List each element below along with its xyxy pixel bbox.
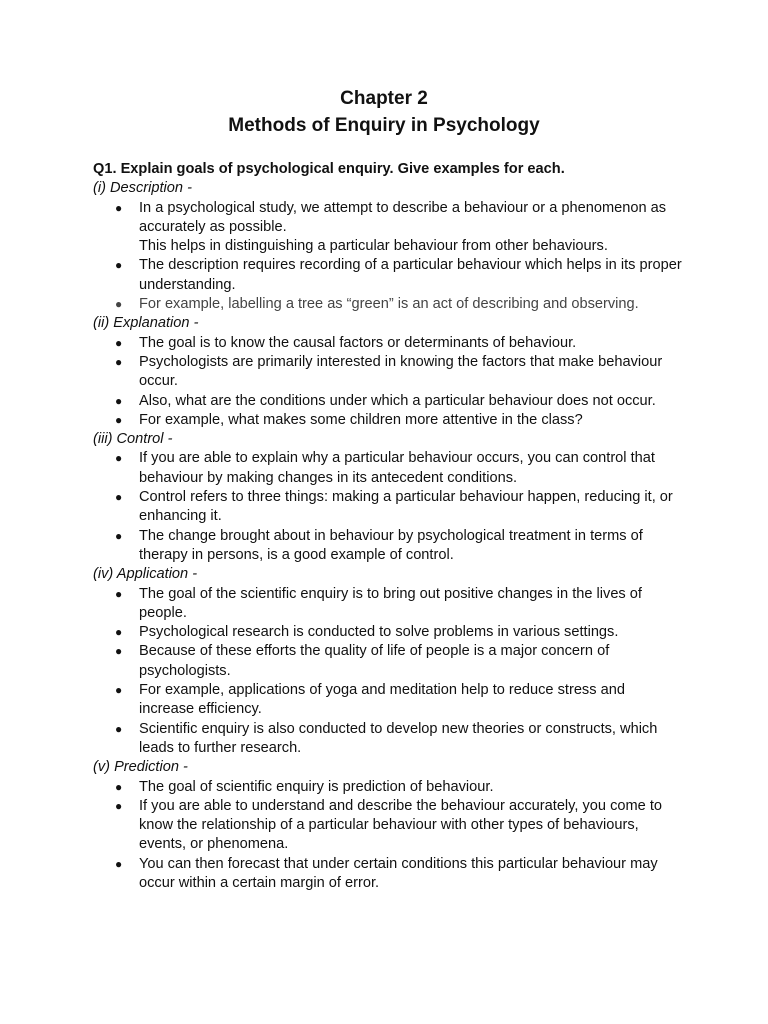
question-heading: Q1. Explain goals of psychological enquiry. Give examples for each. [93, 161, 565, 177]
chapter-title: Methods of Enquiry in Psychology [228, 115, 540, 136]
list-item: ● If you are able to understand and describe the behaviour accurately, you come to know the relationship of a particular behaviour with other types of behaviours, events, or phenomena. [115, 797, 662, 853]
section-description-heading: (i) Description - [93, 180, 192, 197]
list-item: ● The goal of scientific enquiry is prediction of behaviour. [93, 778, 683, 797]
document-body [93, 160, 683, 893]
section-application-heading: (iv) Application - [93, 566, 198, 583]
bullet-icon: ● [115, 412, 123, 427]
section-control-list [93, 449, 683, 565]
section-prediction-heading: (v) Prediction - [93, 759, 188, 776]
list-item: ● For example, applications of yoga and meditation help to reduce stress and increase efficiency. [115, 682, 625, 718]
section-control-heading: (iii) Control - [93, 431, 173, 448]
bullet-icon: ● [115, 335, 123, 350]
bullet-icon: ● [115, 297, 123, 312]
list-item: ● The change brought about in behaviour by psychological treatment in terms of therapy in persons, is a good example of control. [115, 527, 643, 563]
section-description-list [93, 199, 683, 315]
bullet-icon: ● [115, 528, 123, 543]
list-item: ● The goal of the scientific enquiry is to bring out positive changes in the lives of people. [115, 585, 642, 621]
bullet-icon: ● [115, 798, 123, 813]
chapter-number: Chapter 2 [340, 88, 428, 109]
list-item: ● In a psychological study, we attempt to describe a behaviour or a phenomenon as accurately as possible. This helps in distinguishing a particular behaviour from other behaviours. [115, 199, 667, 255]
list-item: ● Scientific enquiry is also conducted to develop new theories or constructs, which leads to further research. [115, 720, 658, 756]
bullet-icon: ● [115, 721, 123, 736]
bullet-icon: ● [115, 490, 123, 505]
section-prediction-list [93, 778, 683, 894]
section-explanation-heading: (ii) Explanation - [93, 315, 199, 332]
list-item: ● Control refers to three things: making a particular behaviour happen, reducing it, or enhancing it. [115, 489, 673, 525]
list-item: ● Psychological research is conducted to solve problems in various settings. [93, 623, 683, 642]
bullet-icon: ● [115, 856, 123, 871]
bullet-icon: ● [115, 779, 123, 794]
list-item: ● Psychologists are primarily interested in knowing the factors that make behaviour occur. [115, 353, 663, 390]
list-item: ● Also, what are the conditions under which a particular behaviour does not occur. [93, 392, 683, 411]
list-item: ● The description requires recording of a particular behaviour which helps in its proper understanding. [115, 257, 682, 293]
list-item: ● For example, what makes some children more attentive in the class? [93, 411, 683, 430]
bullet-icon: ● [115, 354, 123, 369]
bullet-icon: ● [115, 258, 123, 273]
list-item: ● The goal is to know the causal factors or determinants of behaviour. [93, 334, 683, 353]
bullet-icon: ● [115, 451, 123, 466]
bullet-icon: ● [115, 393, 123, 408]
list-item: ● You can then forecast that under certain conditions this particular behaviour may occur within a certain margin of error. [115, 855, 658, 891]
list-item: ● For example, labelling a tree as “green” is an act of describing and observing. [93, 295, 683, 314]
list-item: ● Because of these efforts the quality of life of people is a major concern of psychologists. [115, 643, 610, 679]
bullet-icon: ● [115, 644, 123, 659]
bullet-icon: ● [115, 200, 123, 215]
section-application-list [93, 585, 683, 759]
list-item: ● If you are able to explain why a particular behaviour occurs, you can control that behaviour by making changes in its antecedent conditions. [115, 450, 655, 486]
bullet-icon: ● [115, 683, 123, 698]
bullet-icon: ● [115, 625, 123, 640]
bullet-icon: ● [115, 586, 123, 601]
section-explanation-list [93, 334, 683, 430]
